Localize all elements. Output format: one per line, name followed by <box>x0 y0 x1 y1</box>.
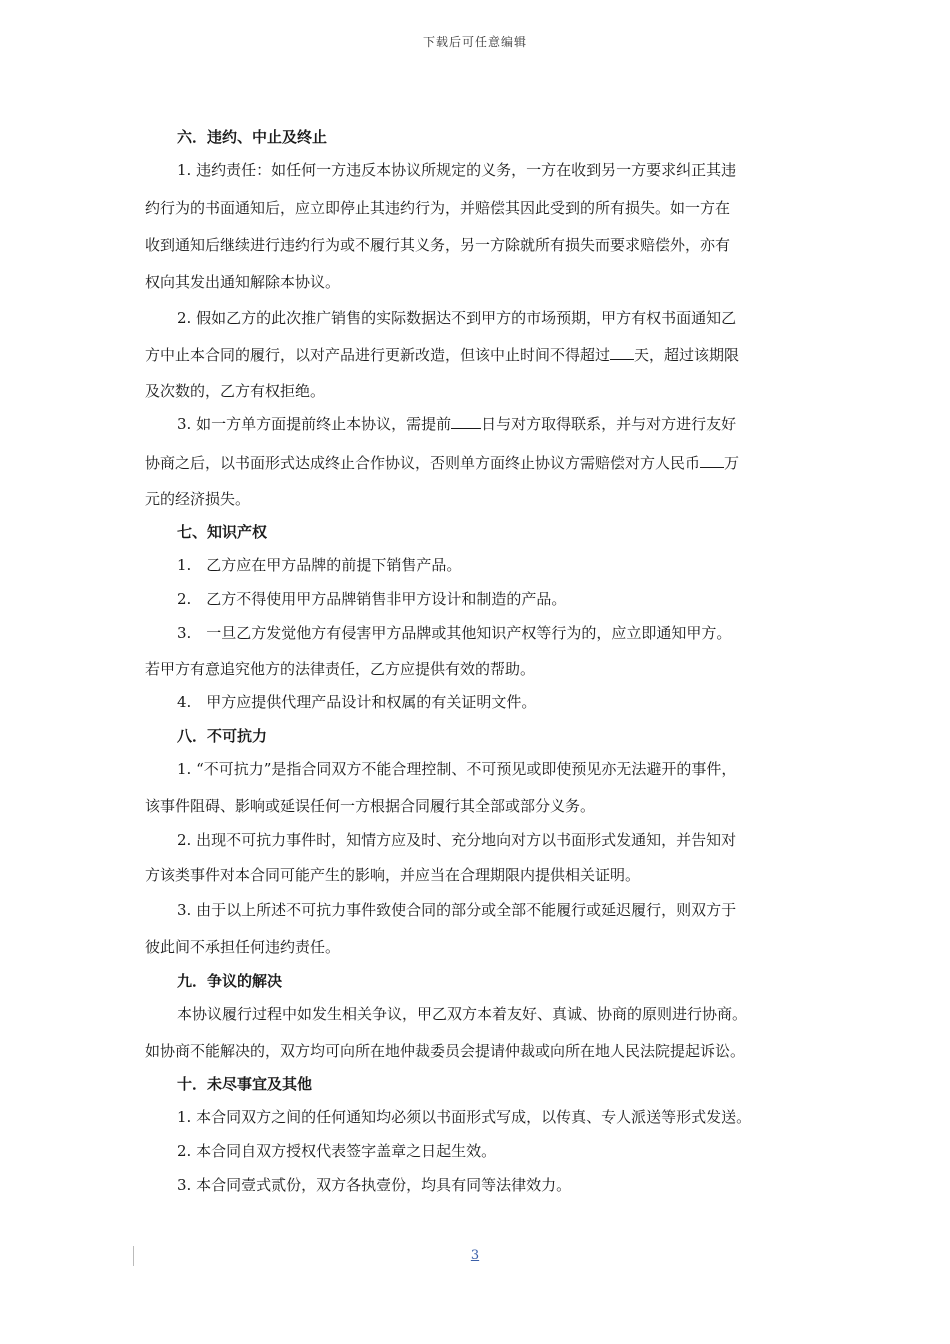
fill-in-blank <box>700 452 724 468</box>
text-run: 协商之后，以书面形式达成终止合作协议，否则单方面终止协议方需赔偿对方人民币 <box>145 454 701 472</box>
section-heading: 九．争议的解决 <box>177 972 283 990</box>
section-heading: 六．违约、中止及终止 <box>177 128 328 146</box>
paragraph-line: 2. 出现不可抗力事件时，知情方应及时、充分地向对方以书面形式发通知，并告知对 <box>177 831 737 849</box>
paragraph-line: 3. 一旦乙方发觉他方有侵害甲方品牌或其他知识产权等行为的，应立即通知甲方。 <box>177 624 732 642</box>
fill-in-blank <box>610 344 634 360</box>
paragraph-line: 4. 甲方应提供代理产品设计和权属的有关证明文件。 <box>177 693 537 711</box>
text-run: 天，超过该期限 <box>634 346 740 364</box>
paragraph-line: 收到通知后继续进行违约行为或不履行其义务，另一方除就所有损失而要求赔偿外，亦有 <box>145 236 731 254</box>
paragraph-line: 3. 本合同壹式贰份，双方各执壹份，均具有同等法律效力。 <box>177 1176 572 1194</box>
paragraph-line: 如协商不能解决的，双方均可向所在地仲裁委员会提请仲裁或向所在地人民法院提起诉讼。 <box>145 1042 746 1060</box>
paragraph-line: 彼此间不承担任何违约责任。 <box>145 938 341 956</box>
text-run: 方中止本合同的履行，以对产品进行更新改造，但该中止时间不得超过 <box>145 346 611 364</box>
paragraph-line: 及次数的，乙方有权拒绝。 <box>145 382 326 400</box>
paragraph-line: 权向其发出通知解除本协议。 <box>145 273 341 291</box>
paragraph-line: 若甲方有意追究他方的法律责任，乙方应提供有效的帮助。 <box>145 660 536 678</box>
paragraph-line: 方该类事件对本合同可能产生的影响，并应当在合理期限内提供相关证明。 <box>145 866 641 884</box>
paragraph-line: 2. 假如乙方的此次推广销售的实际数据达不到甲方的市场预期，甲方有权书面通知乙 <box>177 309 737 327</box>
paragraph-line: 1. 违约责任：如任何一方违反本协议所规定的义务，一方在收到另一方要求纠正其违 <box>177 161 737 179</box>
paragraph-line: 该事件阻碍、影响或延误任何一方根据合同履行其全部或部分义务。 <box>145 797 596 815</box>
text-run: 日与对方取得联系，并与对方进行友好 <box>481 415 737 433</box>
fill-in-blank <box>451 413 481 429</box>
text-run: 3. 如一方单方面提前终止本协议，需提前 <box>177 415 452 433</box>
section-heading: 八．不可抗力 <box>177 727 268 745</box>
section-heading: 十．未尽事宜及其他 <box>177 1075 313 1093</box>
paragraph-line: 元的经济损失。 <box>145 490 251 508</box>
section-heading: 七、知识产权 <box>177 523 268 541</box>
paragraph-line <box>177 413 827 435</box>
paragraph-line: 1. 乙方应在甲方品牌的前提下销售产品。 <box>177 556 462 574</box>
paragraph-line <box>145 344 825 366</box>
paragraph-line: 约行为的书面通知后，应立即停止其违约行为，并赔偿其因此受到的所有损失。如一方在 <box>145 199 731 217</box>
paragraph-line: 2. 本合同自双方授权代表签字盖章之日起生效。 <box>177 1142 497 1160</box>
paragraph-line: 2. 乙方不得使用甲方品牌销售非甲方设计和制造的产品。 <box>177 590 567 608</box>
paragraph-line: 1. “不可抗力”是指合同双方不能合理控制、不可预见或即使预见亦无法避开的事件， <box>177 760 737 778</box>
page-header: 下载后可任意编辑 <box>422 35 527 49</box>
page-number[interactable]: 3 <box>470 1248 480 1263</box>
paragraph-line: 1. 本合同双方之间的任何通知均必须以书面形式写成，以传真、专人派送等形式发送。 <box>177 1108 752 1126</box>
paragraph-line: 3. 由于以上所述不可抗力事件致使合同的部分或全部不能履行或延迟履行，则双方于 <box>177 901 737 919</box>
paragraph-line: 本协议履行过程中如发生相关争议，甲乙双方本着友好、真诚、协商的原则进行协商。 <box>177 1005 748 1023</box>
text-run: 万 <box>724 454 740 472</box>
paragraph-line <box>145 452 825 474</box>
